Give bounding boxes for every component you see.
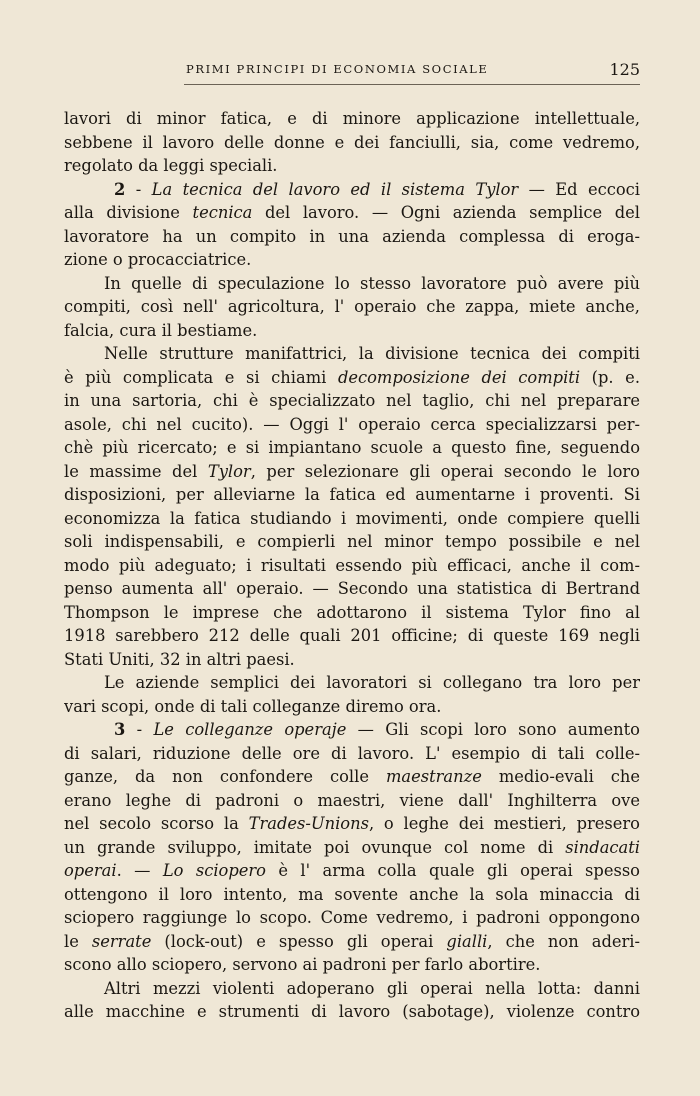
text-line: disposizioni, per alleviarne la fatica ed aumentarne i proventi. Si bbox=[64, 485, 640, 504]
text-line: penso aumenta all' operaio. — Secondo una statistica di Bertrand bbox=[64, 579, 640, 598]
text-line: chè più ricercato; e si impiantano scuole a questo fine, seguendo bbox=[64, 438, 640, 457]
text-line: compiti, così nell' agricoltura, l' operaio che zappa, miete anche, bbox=[64, 297, 640, 316]
text-line: economizza la fatica studiando i movimenti, onde compiere quelli bbox=[64, 508, 640, 528]
text-line: falcia, cura il bestiame. bbox=[64, 320, 258, 340]
running-title: PRIMI PRINCIPI DI ECONOMIA SOCIALE bbox=[186, 62, 489, 76]
text-line: 3 - Le colleganze operaje — Gli scopi loro sono aumento bbox=[114, 720, 640, 739]
text-line: ottengono il loro intento, ma sovente anche la sola minaccia di bbox=[64, 884, 640, 904]
text-line: ganze, da non confondere colle maestranze medio-evali che bbox=[64, 767, 640, 786]
text-line: Altri mezzi violenti adoperano gli operai nella lotta: danni bbox=[104, 978, 640, 998]
header-rule bbox=[184, 84, 640, 85]
text-line: asole, chi nel cucito). — Oggi l' operaio cerca specializzarsi per- bbox=[64, 414, 640, 434]
text-line: alla divisione tecnica del lavoro. — Ogni azienda semplice del bbox=[64, 203, 640, 222]
text-line: Stati Uniti, 32 in altri paesi. bbox=[64, 649, 295, 669]
text-line: lavori di minor fatica, e di minore applicazione intellettuale, bbox=[64, 109, 640, 128]
text-line: soli indispensabili, e compierli nel minor tempo possibile e nel bbox=[64, 532, 640, 551]
page-header bbox=[64, 60, 640, 82]
text-line: Thompson le imprese che adottarono il sistema Tylor fino al bbox=[64, 602, 640, 622]
text-line: in una sartoria, chi è specializzato nel taglio, chi nel preparare bbox=[64, 391, 640, 410]
text-line: è più complicata e si chiami decomposizione dei compiti (p. e. bbox=[64, 367, 640, 387]
text-line: di salari, riduzione delle ore di lavoro. L' esempio di tali colle- bbox=[64, 743, 640, 763]
text-line: nel secolo scorso la Trades-Unions, o leghe dei mestieri, presero bbox=[64, 814, 640, 833]
text-line: regolato da leggi speciali. bbox=[64, 156, 278, 175]
text-line: 2 - La tecnica del lavoro ed il sistema Tylor — Ed eccoci bbox=[114, 179, 640, 199]
text-line: sebbene il lavoro delle donne e dei fanciulli, sia, come vedremo, bbox=[64, 132, 640, 152]
text-line: sciopero raggiunge lo scopo. Come vedremo, i padroni oppongono bbox=[64, 908, 640, 927]
body-text bbox=[64, 107, 640, 1024]
text-line: modo più adeguato; i risultati essendo più efficaci, anche il com- bbox=[64, 555, 640, 575]
page-number: 125 bbox=[609, 60, 640, 79]
text-line: un grande sviluppo, imitate poi ovunque col nome di sindacati bbox=[64, 837, 640, 857]
text-line: Le aziende semplici dei lavoratori si collegano tra loro per bbox=[104, 673, 640, 692]
text-line: zione o procacciatrice. bbox=[64, 250, 252, 269]
text-line: operai. — Lo sciopero è l' arma colla quale gli operai spesso bbox=[64, 861, 640, 880]
text-line: 1918 sarebbero 212 delle quali 201 officine; di queste 169 negli bbox=[64, 626, 640, 645]
text-line: In quelle di speculazione lo stesso lavoratore può avere più bbox=[104, 273, 640, 293]
text-line: scono allo sciopero, servono ai padroni per farlo abortire. bbox=[64, 955, 541, 974]
text-line: Nelle strutture manifattrici, la divisione tecnica dei compiti bbox=[104, 344, 640, 363]
text-line: lavoratore ha un compito in una azienda complessa di eroga- bbox=[64, 226, 640, 246]
text-line: le serrate (lock-out) e spesso gli operai gialli, che non aderi- bbox=[64, 931, 640, 951]
text-line: erano leghe di padroni o maestri, viene dall' Inghilterra ove bbox=[64, 790, 640, 810]
text-line: le massime del Tylor, per selezionare gli operai secondo le loro bbox=[64, 461, 640, 481]
text-line: vari scopi, onde di tali colleganze diremo ora. bbox=[64, 696, 442, 716]
text-line: alle macchine e strumenti di lavoro (sabotage), violenze contro bbox=[64, 1002, 640, 1021]
